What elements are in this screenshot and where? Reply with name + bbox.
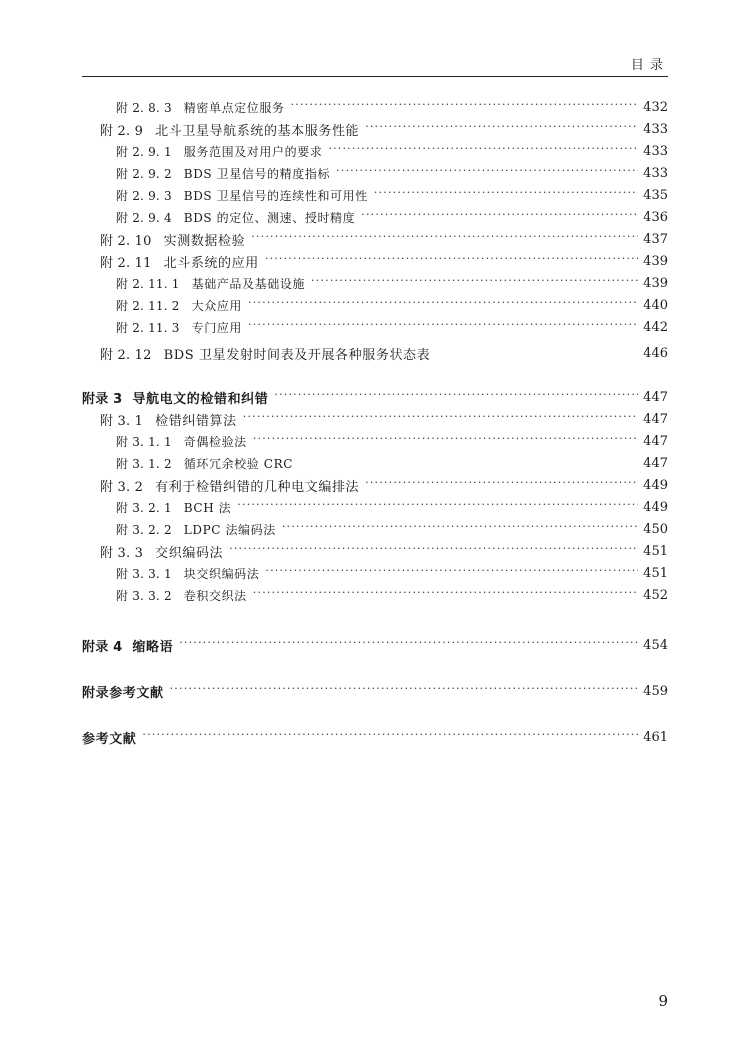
dot-leader [142, 726, 638, 748]
toc-entry-page: 437 [643, 231, 668, 247]
toc-entry[interactable] [82, 496, 668, 518]
toc-entry-page: 447 [643, 411, 668, 427]
toc-entry-title: 循环冗余校验 CRC [183, 456, 293, 471]
toc-entry-number: 附 3. 1 [100, 413, 144, 429]
toc-entry-page: 447 [643, 389, 668, 405]
dot-leader [374, 184, 638, 206]
toc-entry-label [82, 542, 223, 561]
toc-entry-title: 有利于检错纠错的几种电文编排法 [155, 479, 360, 495]
toc-entry-label [82, 587, 247, 604]
toc-entry-label [82, 476, 359, 495]
running-header-title: 目 录 [630, 58, 664, 73]
dot-leader [274, 386, 638, 408]
toc-entry-title: 交织编码法 [155, 545, 224, 561]
toc-entry-page: 449 [643, 477, 668, 493]
toc-entry[interactable] [82, 430, 668, 452]
toc-entry-title: 精密单点定位服务 [183, 100, 285, 115]
toc-entry-page: 435 [643, 187, 668, 203]
toc-entry-label [82, 230, 245, 249]
toc-entry[interactable] [82, 272, 668, 294]
toc-entry-label [82, 143, 322, 160]
toc-entry-page: 440 [643, 297, 668, 313]
toc-entry-title: 缩略语 [132, 639, 174, 655]
toc-entry-page: 449 [643, 499, 668, 515]
toc-entry-title: 北斗系统的应用 [163, 255, 259, 271]
page-number: 9 [658, 992, 668, 1010]
dot-leader [253, 584, 638, 606]
toc-entry-label [82, 455, 293, 472]
toc-entry-number: 附 2. 9. 2 [116, 166, 172, 181]
toc-entry-title: 导航电文的检错和纠错 [132, 391, 269, 407]
toc-entry-number: 附 3. 1. 2 [116, 456, 172, 471]
toc-entry-title: BDS 的定位、测速、授时精度 [183, 210, 356, 225]
toc-entry-label [82, 187, 368, 204]
toc-entry-label [82, 636, 173, 655]
toc-entry-page: 452 [643, 587, 668, 603]
toc-entry[interactable] [82, 634, 668, 656]
toc-entry-number: 附 3. 3. 1 [116, 566, 172, 581]
toc-entry-title: 块交织编码法 [183, 566, 260, 581]
toc-entry[interactable] [82, 250, 668, 272]
toc-entry[interactable] [82, 386, 668, 408]
dot-leader [265, 250, 638, 272]
toc-entry-page: 436 [643, 209, 668, 225]
toc-entry-label [82, 388, 268, 407]
toc-entry-number: 附 2. 10 [100, 233, 152, 249]
toc-entry[interactable] [82, 162, 668, 184]
toc-entry-number: 附 2. 11. 1 [116, 276, 180, 291]
dot-leader [328, 140, 638, 162]
dot-leader [311, 272, 638, 294]
toc-entry-number: 附 3. 2. 1 [116, 500, 172, 515]
toc-entry-number: 附 2. 8. 3 [116, 100, 172, 115]
toc-entry-title: 大众应用 [191, 298, 243, 313]
dot-leader [365, 474, 638, 496]
toc-entry-title: 实测数据检验 [163, 233, 246, 249]
toc-entry-number: 附 3. 3. 2 [116, 588, 172, 603]
toc-entry[interactable] [82, 140, 668, 162]
toc-entry-label [82, 433, 247, 450]
dot-leader [251, 228, 638, 250]
dot-leader [229, 540, 638, 562]
toc-entry-title: 服务范围及对用户的要求 [183, 144, 323, 159]
toc-entry-title: 专门应用 [191, 320, 243, 335]
toc-entry-label [82, 209, 355, 226]
toc-entry[interactable] [82, 726, 668, 748]
toc-entry-label [82, 99, 285, 116]
toc-entry-page: 459 [643, 683, 668, 699]
toc-entry[interactable] [82, 294, 668, 316]
toc-entry-label [82, 521, 276, 538]
running-header [82, 54, 668, 77]
toc-entry-label [82, 319, 242, 336]
toc-entry-number: 附 3. 1. 1 [116, 434, 172, 449]
toc-entry-number: 附 2. 12 [100, 347, 152, 363]
toc-entry[interactable] [82, 408, 668, 430]
toc-entry-label [82, 275, 305, 292]
toc-entry-title: 奇偶检验法 [183, 434, 247, 449]
toc-entry-title: 北斗卫星导航系统的基本服务性能 [155, 123, 360, 139]
toc-entry-label [82, 297, 242, 314]
toc-entry[interactable] [82, 562, 668, 584]
toc-entry-title: LDPC 法编码法 [183, 522, 276, 537]
toc-entry-title: BDS 卫星信号的精度指标 [183, 166, 331, 181]
toc-entry-title: BDS 卫星信号的连续性和可用性 [183, 188, 368, 203]
toc-entry[interactable] [82, 474, 668, 496]
dot-leader [179, 634, 638, 656]
toc-entry[interactable] [82, 518, 668, 540]
toc-entry-page: 442 [643, 319, 668, 335]
toc-entry-label [82, 252, 259, 271]
dot-leader [361, 206, 638, 228]
dot-leader [248, 316, 638, 338]
toc-entry[interactable] [82, 540, 668, 562]
toc-entry-number: 附 2. 11 [100, 255, 152, 271]
toc-entry-number: 附录 4 [82, 639, 123, 655]
toc-entry[interactable] [82, 584, 668, 606]
toc-entry[interactable] [82, 118, 668, 140]
toc-entry-number: 附 2. 11. 2 [116, 298, 180, 313]
toc-entry-title: 参考文献 [82, 731, 137, 747]
toc-entry-title: 检错纠错算法 [155, 413, 237, 429]
toc-entry-page: 432 [643, 99, 668, 115]
toc-entry-title: 附录参考文献 [82, 685, 164, 701]
toc-entry-page: 446 [643, 345, 668, 361]
toc-entry-number: 附 2. 11. 3 [116, 320, 180, 335]
toc-entry-title: 基础产品及基础设施 [191, 276, 306, 291]
toc-entry-label [82, 499, 231, 516]
toc-entry-page: 461 [643, 729, 668, 745]
dot-leader [237, 496, 638, 518]
toc-entry-title: BCH 法 [183, 500, 232, 515]
toc-entry-title: BDS 卫星发射时间表及开展各种服务状态表 [163, 347, 431, 363]
toc-entry-label [82, 120, 359, 139]
toc-entry[interactable] [82, 680, 668, 702]
toc-entry-page: 439 [643, 275, 668, 291]
dot-leader [291, 96, 638, 118]
dot-leader [170, 680, 638, 702]
toc-entry-page: 433 [643, 143, 668, 159]
toc-entry-label [82, 410, 237, 429]
toc-entry-page: 433 [643, 165, 668, 181]
dot-leader [282, 518, 638, 540]
toc-entry[interactable] [82, 316, 668, 338]
toc-entry[interactable] [82, 452, 668, 474]
dot-leader [248, 294, 638, 316]
toc-entry[interactable] [82, 96, 668, 118]
dot-leader [265, 562, 638, 584]
toc-entry-label [82, 165, 330, 182]
toc-entry-label [82, 728, 136, 747]
toc-entry-label [82, 682, 164, 701]
toc-entry[interactable] [82, 184, 668, 206]
toc-entry-number: 附 2. 9 [100, 123, 144, 139]
toc-entry-page: 450 [643, 521, 668, 537]
toc-entry-page: 451 [643, 565, 668, 581]
toc-entry-page: 451 [643, 543, 668, 559]
dot-leader [365, 118, 638, 140]
toc-entry-number: 附 3. 2. 2 [116, 522, 172, 537]
toc-entry-page: 439 [643, 253, 668, 269]
toc-entry-number: 附 3. 2 [100, 479, 144, 495]
toc-entry-label [82, 344, 430, 363]
dot-leader [253, 430, 638, 452]
toc-entry-label [82, 565, 259, 582]
toc-entry[interactable] [82, 206, 668, 228]
toc-entry-page: 447 [643, 433, 668, 449]
toc-entry-page: 454 [643, 637, 668, 653]
dot-leader [243, 408, 638, 430]
toc-entry-title: 卷积交织法 [183, 588, 247, 603]
toc-entry-page: 433 [643, 121, 668, 137]
toc-entry-number: 附 3. 3 [100, 545, 144, 561]
toc-entry-number: 附 2. 9. 3 [116, 188, 172, 203]
toc-entry[interactable] [82, 228, 668, 250]
toc-entry-number: 附 2. 9. 1 [116, 144, 172, 159]
toc-entry[interactable] [82, 342, 668, 364]
toc-entry-number: 附录 3 [82, 391, 123, 407]
toc-entry-page: 447 [643, 455, 668, 471]
dot-leader [336, 162, 638, 184]
toc-entry-number: 附 2. 9. 4 [116, 210, 172, 225]
